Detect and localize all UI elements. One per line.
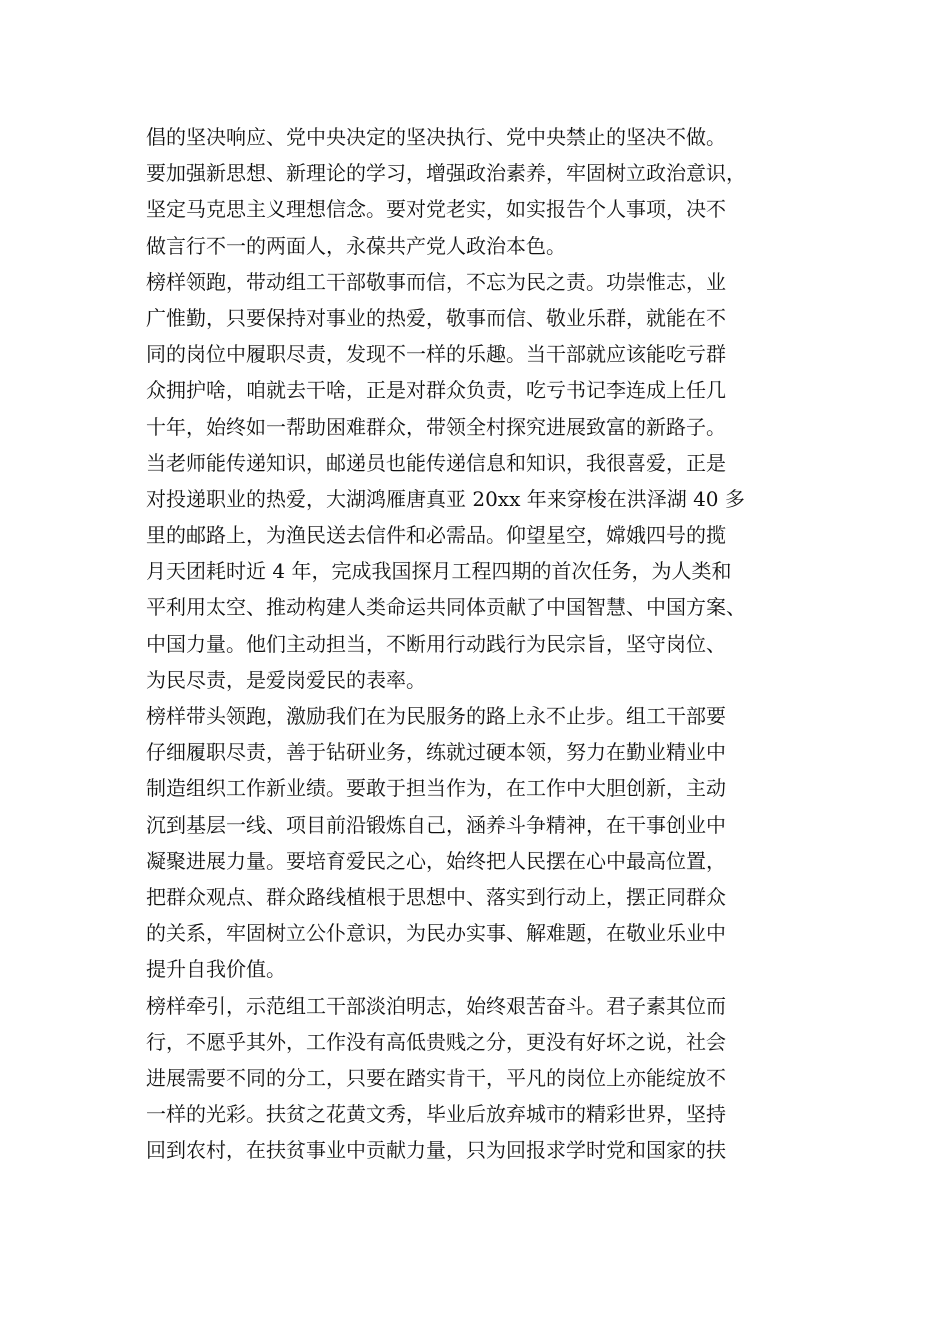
text-line: 行，不愿乎其外，工作没有高低贵贱之分，更没有好坏之说，社会 <box>146 1029 726 1054</box>
text-line: 里的邮路上，为渔民送去信件和必需品。仰望星空，嫦娥四号的揽 <box>146 523 726 548</box>
text-line: 做言行不一的两面人，永葆共产党人政治本色。 <box>146 233 566 258</box>
text-line: 广惟勤，只要保持对事业的热爱，敬事而信、敬业乐群，就能在不 <box>146 305 726 330</box>
text-line: 平利用太空、推动构建人类命运共同体贡献了中国智慧、中国方案、 <box>146 595 746 620</box>
text-line: 倡的坚决响应、党中央决定的坚决执行、党中央禁止的坚决不做。 <box>146 125 726 149</box>
text-line: 仔细履职尽责，善于钻研业务，练就过硬本领，努力在勤业精业中 <box>146 740 726 765</box>
text-line: 十年，始终如一帮助困难群众，带领全村探究进展致富的新路子。 <box>146 414 726 439</box>
text-line: 要加强新思想、新理论的学习，增强政治素养，牢固树立政治意识， <box>146 161 746 186</box>
text-line: 一样的光彩。扶贫之花黄文秀，毕业后放弃城市的精彩世界，坚持 <box>146 1102 726 1127</box>
text-line: 进展需要不同的分工，只要在踏实肯干，平凡的岗位上亦能绽放不 <box>146 1065 726 1090</box>
paragraph-start-line: 榜样带头领跑，激励我们在为民服务的路上永不止步。组工干部要 <box>146 704 726 728</box>
text-line: 凝聚进展力量。要培育爱民之心，始终把人民摆在心中最高位置， <box>146 848 726 873</box>
text-line: 为民尽责，是爱岗爱民的表率。 <box>146 667 426 692</box>
text-line: 中国力量。他们主动担当，不断用行动践行为民宗旨，坚守岗位、 <box>146 631 726 656</box>
text-line: 回到农村，在扶贫事业中贡献力量，只为回报求学时党和国家的扶 <box>146 1138 726 1163</box>
text-line: 制造组织工作新业绩。要敢于担当作为，在工作中大胆创新，主动 <box>146 776 726 801</box>
paragraph-start-line: 榜样牵引，示范组工干部淡泊明志，始终艰苦奋斗。君子素其位而 <box>146 993 726 1018</box>
text-line: 把群众观点、群众路线植根于思想中、落实到行动上，摆正同群众 <box>146 884 726 909</box>
text-line: 沉到基层一线、项目前沿锻炼自己，涵养斗争精神，在干事创业中 <box>146 812 726 837</box>
text-line: 当老师能传递知识，邮递员也能传递信息和知识，我很喜爱，正是 <box>146 450 726 475</box>
text-line: 提升自我价值。 <box>146 957 286 982</box>
text-line: 坚定马克思主义理想信念。要对党老实，如实报告个人事项，决不 <box>146 197 726 222</box>
text-line: 对投递职业的热爱，大湖鸿雁唐真亚 20xx 年来穿梭在洪泽湖 40 多 <box>146 486 745 511</box>
document-body-text <box>146 119 836 1168</box>
text-line: 的关系，牢固树立公仆意识，为民办实事、解难题，在敬业乐业中 <box>146 921 726 946</box>
paragraph-start-line: 榜样领跑，带动组工干部敬事而信，不忘为民之责。功崇惟志，业 <box>146 269 726 294</box>
text-line: 同的岗位中履职尽责，发现不一样的乐趣。当干部就应该能吃亏群 <box>146 342 726 367</box>
text-line: 月天团耗时近 4 年，完成我国探月工程四期的首次任务，为人类和 <box>146 559 732 584</box>
text-line: 众拥护啥，咱就去干啥，正是对群众负责，吃亏书记李连成上任几 <box>146 378 726 403</box>
